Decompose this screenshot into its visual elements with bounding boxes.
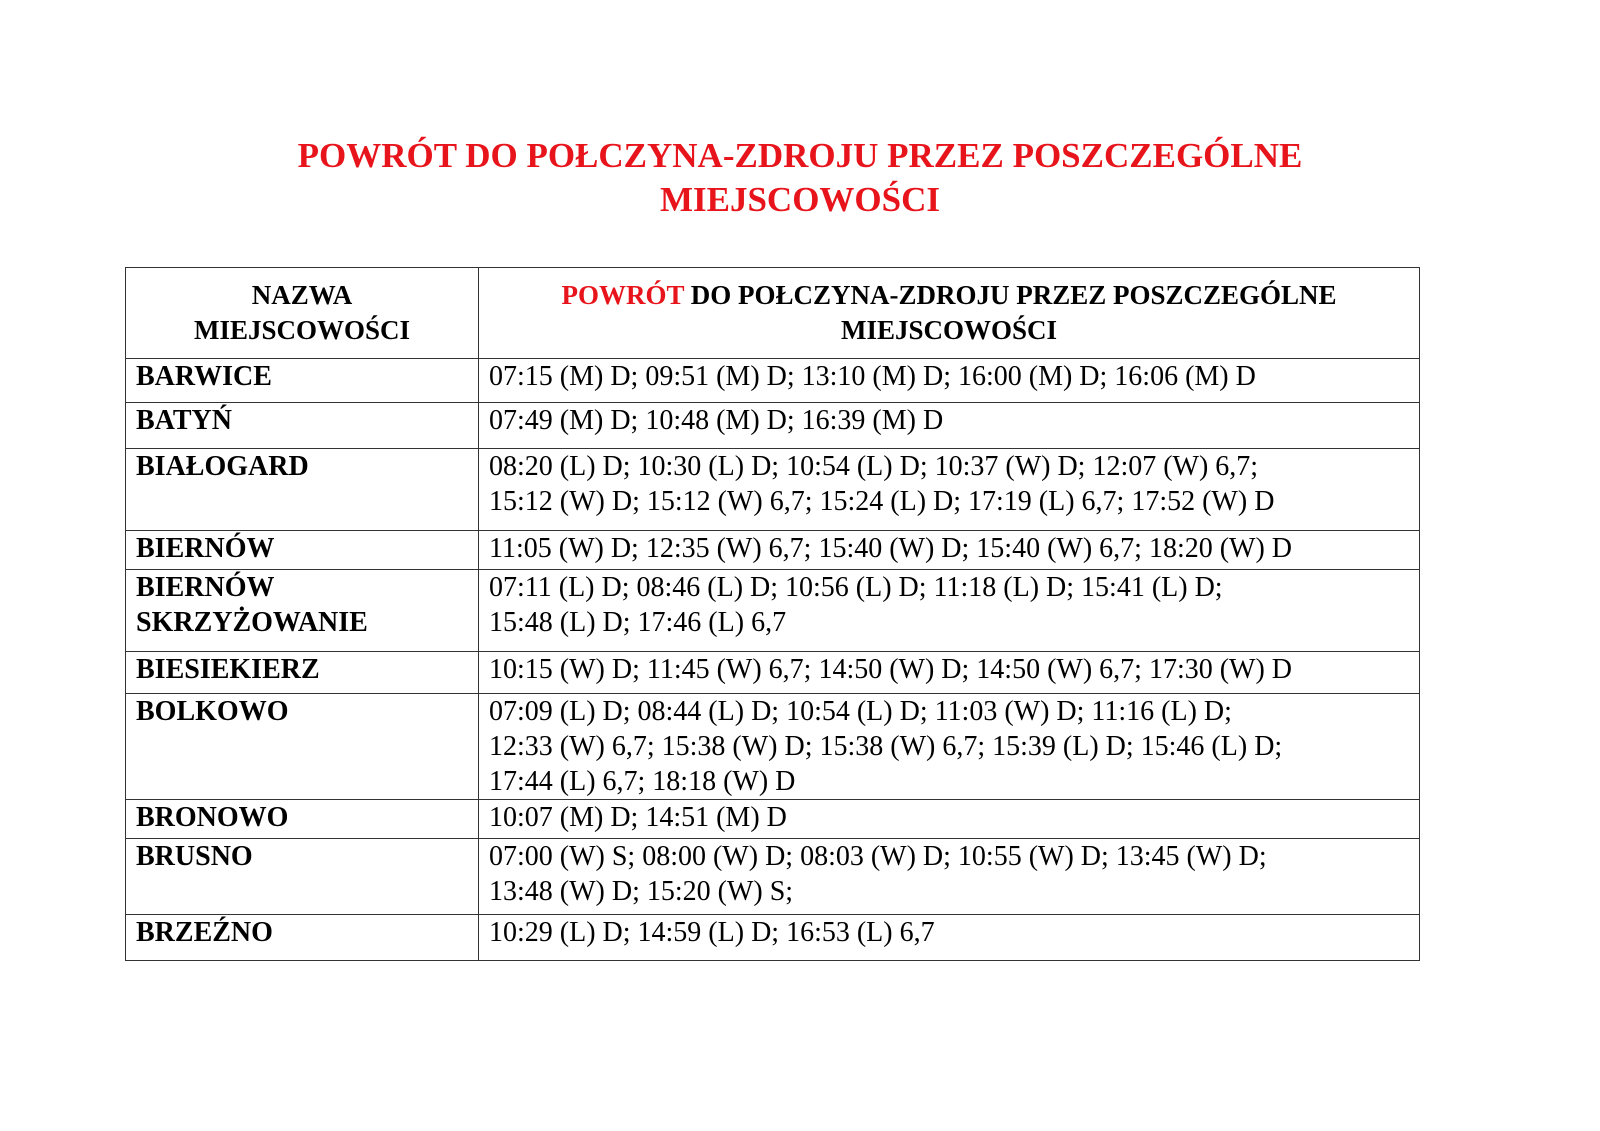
departure-times-line: 17:44 (L) 6,7; 18:18 (W) D	[489, 766, 796, 797]
departure-times-line: 07:49 (M) D; 10:48 (M) D; 16:39 (M) D	[489, 405, 944, 436]
departure-times-cell	[479, 403, 1420, 449]
place-name-line: BIESIEKIERZ	[136, 654, 320, 685]
departure-times-line: 10:07 (M) D; 14:51 (M) D	[489, 802, 787, 833]
place-name-cell	[126, 449, 479, 531]
place-name-line: BIERNÓW	[136, 533, 275, 564]
page-title-line-1: POWRÓT DO POŁCZYNA-ZDROJU PRZEZ POSZCZEGÓLNE	[297, 136, 1303, 175]
schedule-table	[125, 267, 1420, 961]
departure-times-line: 10:29 (L) D; 14:59 (L) D; 16:53 (L) 6,7	[489, 917, 935, 948]
place-name-cell	[126, 403, 479, 449]
departure-times-line: 07:15 (M) D; 09:51 (M) D; 13:10 (M) D; 16:00 (M) D; 16:06 (M) D	[489, 361, 1256, 392]
header-return-times	[479, 268, 1420, 359]
place-name-line: BIERNÓW	[136, 572, 275, 603]
departure-times-cell	[479, 359, 1420, 403]
place-name-cell	[126, 531, 479, 570]
departure-times-cell	[479, 531, 1420, 570]
place-name-cell	[126, 839, 479, 915]
departure-times-cell	[479, 570, 1420, 652]
header-return-line-2: MIEJSCOWOŚCI	[840, 315, 1058, 345]
place-name-line: BARWICE	[136, 361, 272, 392]
place-name-cell	[126, 694, 479, 800]
header-place-name-line-1: NAZWA	[251, 280, 353, 310]
departure-times-line: 07:11 (L) D; 08:46 (L) D; 10:56 (L) D; 11:18 (L) D; 15:41 (L) D;	[489, 572, 1223, 603]
departure-times-cell	[479, 915, 1420, 961]
header-place-name-line-2: MIEJSCOWOŚCI	[193, 315, 411, 345]
departure-times-line: 13:48 (W) D; 15:20 (W) S;	[489, 876, 794, 907]
departure-times-line: 12:33 (W) 6,7; 15:38 (W) D; 15:38 (W) 6,7; 15:39 (L) D; 15:46 (L) D;	[489, 731, 1283, 762]
place-name-line: BRZEŹNO	[136, 917, 273, 948]
page-title	[0, 134, 1600, 222]
place-name-cell	[126, 570, 479, 652]
departure-times-cell	[479, 800, 1420, 839]
header-place-name	[126, 268, 479, 359]
page-title-line-2: MIEJSCOWOŚCI	[659, 180, 941, 219]
place-name-line: BRUSNO	[136, 841, 253, 872]
departure-times-line: 08:20 (L) D; 10:30 (L) D; 10:54 (L) D; 10:37 (W) D; 12:07 (W) 6,7;	[489, 451, 1259, 482]
table-row	[126, 915, 1420, 961]
place-name-cell	[126, 800, 479, 839]
place-name-cell	[126, 915, 479, 961]
table-row	[126, 449, 1420, 531]
departure-times-cell	[479, 694, 1420, 800]
departure-times-line: 15:48 (L) D; 17:46 (L) 6,7	[489, 607, 787, 638]
place-name-line: BATYŃ	[136, 405, 232, 436]
place-name-line: BRONOWO	[136, 802, 289, 833]
departure-times-cell	[479, 652, 1420, 694]
place-name-line: BOLKOWO	[136, 696, 289, 727]
departure-times-line: 11:05 (W) D; 12:35 (W) 6,7; 15:40 (W) D; 15:40 (W) 6,7; 18:20 (W) D	[489, 533, 1293, 564]
table-row	[126, 403, 1420, 449]
departure-times-line: 07:09 (L) D; 08:44 (L) D; 10:54 (L) D; 11:03 (W) D; 11:16 (L) D;	[489, 696, 1232, 727]
table-row	[126, 800, 1420, 839]
place-name-cell	[126, 359, 479, 403]
header-return-highlight: POWRÓT	[561, 280, 684, 310]
table-row	[126, 839, 1420, 915]
table-row	[126, 359, 1420, 403]
table-row	[126, 531, 1420, 570]
departure-times-line: 10:15 (W) D; 11:45 (W) 6,7; 14:50 (W) D; 14:50 (W) 6,7; 17:30 (W) D	[489, 654, 1293, 685]
table-header-row	[126, 268, 1420, 359]
table-row	[126, 570, 1420, 652]
departure-times-cell	[479, 449, 1420, 531]
departure-times-line: 07:00 (W) S; 08:00 (W) D; 08:03 (W) D; 10:55 (W) D; 13:45 (W) D;	[489, 841, 1267, 872]
place-name-cell	[126, 652, 479, 694]
schedule-body	[126, 359, 1420, 961]
table-row	[126, 694, 1420, 800]
place-name-line: BIAŁOGARD	[136, 451, 309, 482]
place-name-line: SKRZYŻOWANIE	[136, 607, 368, 638]
table-row	[126, 652, 1420, 694]
departure-times-line: 15:12 (W) D; 15:12 (W) 6,7; 15:24 (L) D; 17:19 (L) 6,7; 17:52 (W) D	[489, 486, 1275, 517]
departure-times-cell	[479, 839, 1420, 915]
header-return-rest: DO POŁCZYNA-ZDROJU PRZEZ POSZCZEGÓLNE	[683, 280, 1337, 310]
